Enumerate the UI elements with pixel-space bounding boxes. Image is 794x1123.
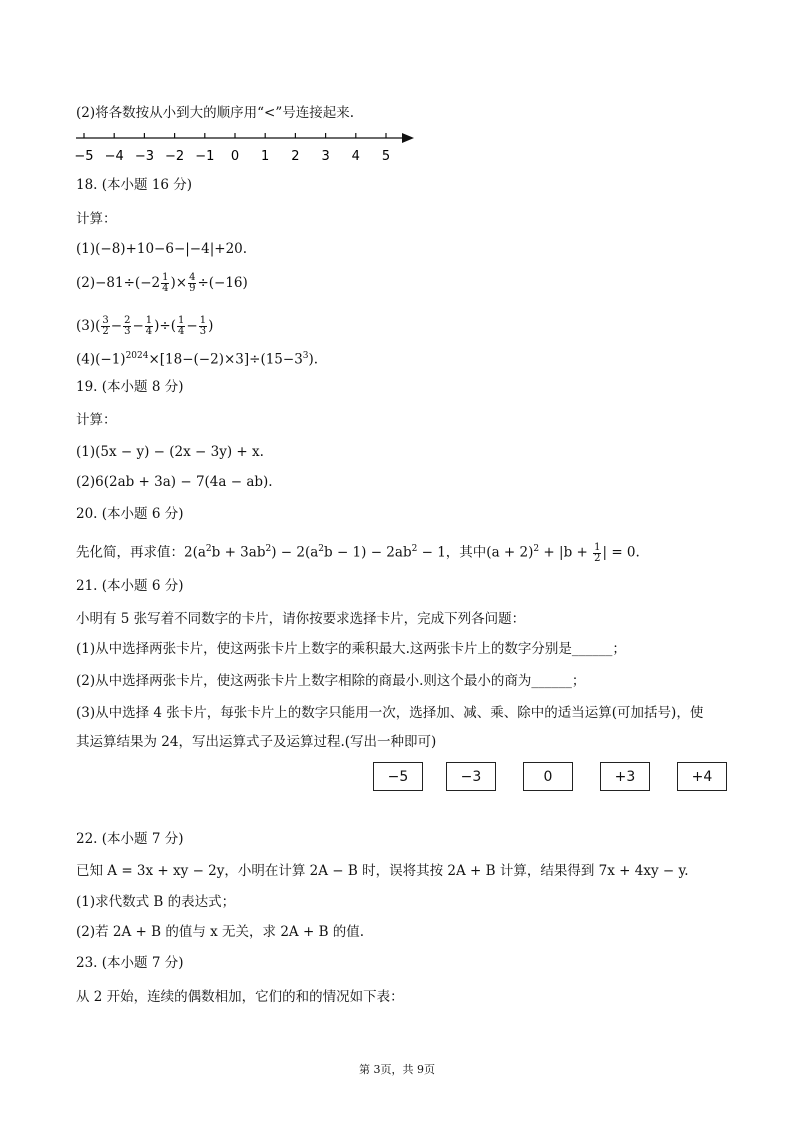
arrow-right-icon	[402, 133, 414, 143]
q21-part3-line1: (3)从中选择 4 张卡片，每张卡片上的数字只能用一次，选择加、减、乘、除中的适当运算(可加括号)，使	[76, 705, 704, 721]
number-line-label: 2	[291, 149, 300, 164]
q22-part2: (2)若 2A + B 的值与 x 无关，求 2A + B 的值.	[76, 924, 365, 940]
fraction: $\frac{4}{9}$	[189, 272, 196, 294]
q20-header: 20. (本小题 6 分)	[76, 506, 184, 522]
mixed-fraction: $\frac{1}{4}$	[162, 272, 169, 294]
q21-header: 21. (本小题 6 分)	[76, 578, 184, 594]
q18-part4: $(4)(-1)^{2024}\times[18-(-2)\times 3]\div(15-3^3)$.	[76, 351, 319, 368]
number-card: 0	[523, 762, 573, 791]
q17-part2: (2)将各数按从小到大的顺序用“<”号连接起来.	[76, 105, 355, 121]
q21-part3-line2: 其运算结果为 24，写出运算式子及运算过程.(写出一种即可)	[76, 734, 437, 750]
number-line-label: 3	[321, 149, 330, 164]
page-footer: 第 3页，共 9页	[359, 1063, 435, 1076]
q18-header: 18. (本小题 16 分)	[76, 177, 193, 193]
q18-part3: (3)( $\frac{3}{2}$ − $\frac{2}{3}$ − $\frac{1}{4}$ )÷( $\frac{1}{4}$ − $\frac{1}{3}$ )	[76, 315, 214, 337]
number-line-label: 1	[261, 149, 270, 164]
q19-intro: 计算：	[76, 412, 117, 428]
q21-part1: (1)从中选择两张卡片，使这两张卡片上数字的乘积最大.这两张卡片上的数字分别是______；	[76, 641, 626, 657]
q22-part1: (1)求代数式 B 的表达式；	[76, 894, 236, 910]
number-line-label: −3	[134, 149, 154, 164]
q23-intro: 从 2 开始，连续的偶数相加，它们的和的情况如下表：	[76, 989, 404, 1005]
number-line-label: 0	[230, 149, 240, 164]
number-line-label: −2	[165, 149, 185, 164]
q22-given: 已知 A = 3x + xy − 2y，小明在计算 2A − B 时，误将其按 2A + B 计算，结果得到 7x + 4xy − y.	[76, 863, 689, 879]
q20-text: 先化简，再求值：$2(a^2b + 3ab^2) - 2(a^2b - 1) - 2ab^2 - 1$，其中$(a + 2)^2 + |b$ + $\frac{1}{2}$ | = 0.	[76, 541, 640, 564]
q18-intro: 计算：	[76, 211, 117, 227]
q22-header: 22. (本小题 7 分)	[76, 831, 184, 847]
q23-header: 23. (本小题 7 分)	[76, 955, 184, 971]
q19-header: 19. (本小题 8 分)	[76, 379, 184, 395]
number-line	[70, 128, 420, 168]
q19-part2: (2)6(2ab + 3a) − 7(4a − ab).	[76, 474, 273, 490]
q18-part2: (2)−81÷(−2 $\frac{1}{4}$ )× $\frac{4}{9}$ ÷(−16)	[76, 272, 248, 294]
number-line-label: 4	[351, 149, 360, 164]
number-card: −5	[373, 762, 423, 791]
number-card: +4	[677, 762, 727, 791]
q18-part1: (1)(−8)+10−6−|−4|+20.	[76, 241, 248, 257]
number-line-label: −1	[195, 149, 215, 164]
q21-part2: (2)从中选择两张卡片，使这两张卡片上数字相除的商最小.则这个最小的商为______；	[76, 673, 586, 689]
number-card: +3	[600, 762, 650, 791]
number-line-label: 5	[381, 149, 391, 164]
number-line-label: −5	[74, 149, 94, 164]
q21-intro: 小明有 5 张写着不同数字的卡片，请你按要求选择卡片，完成下列各问题：	[76, 611, 526, 627]
q19-part1: (1)(5x − y) − (2x − 3y) + x.	[76, 444, 264, 460]
number-card: −3	[446, 762, 496, 791]
number-line-label: −4	[104, 149, 124, 164]
